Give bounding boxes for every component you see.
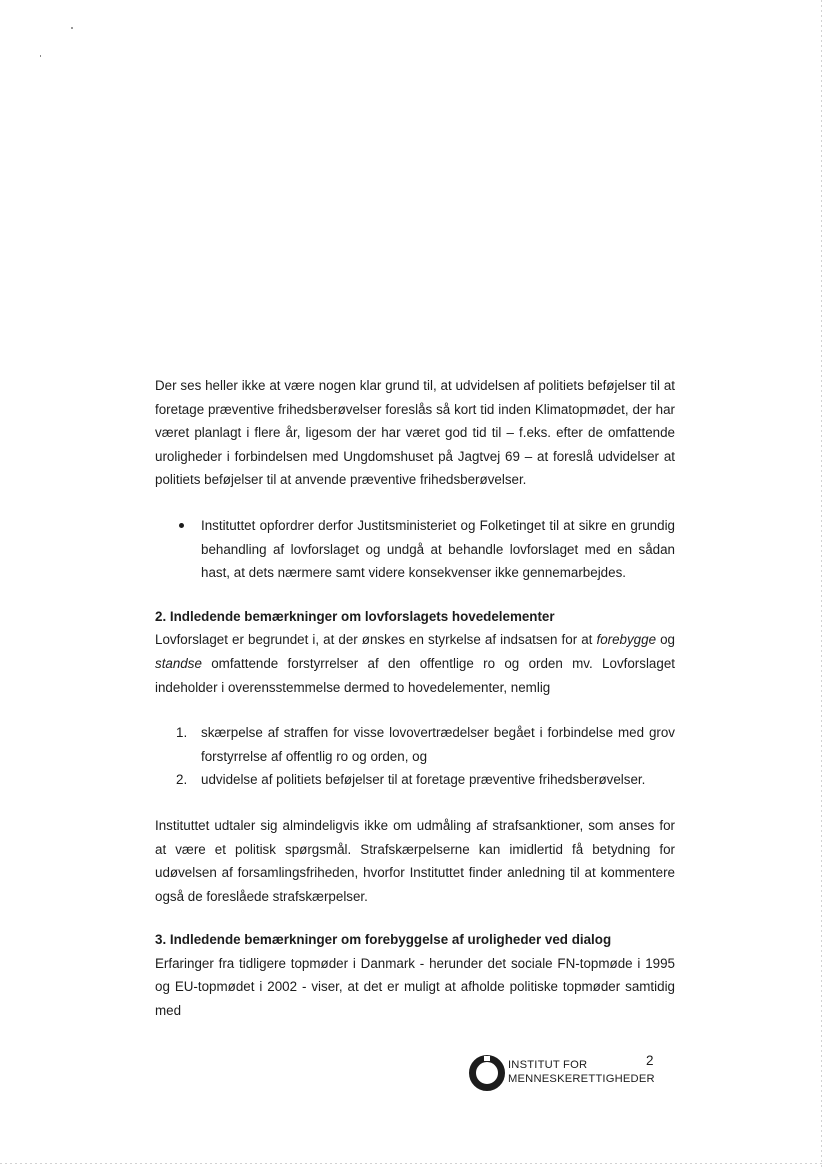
scan-speck <box>71 27 73 29</box>
paragraph-intro: Der ses heller ikke at være nogen klar grund til, at udvidelsen af politiets beføjelser til at foretage præventive frihedsberøvelser foreslås så kort tid inden Klimatopmødet, der har været planlagt i flere år, ligesom der har været god tid til – f.eks. efter de omfattende uroligheder i forbindelsen med Ungdomshuset på Jagtvej 69 – at foreslå udvidelser at politiets beføjelser til at anvende præventive frihedsberøvelser. <box>155 378 675 488</box>
institute-name-line1: INSTITUT FOR <box>508 1059 588 1071</box>
paragraph-experience: Erfaringer fra tidligere topmøder i Danmark - herunder det sociale FN-topmøde i 1995 og EU-topmødet i 2002 - viser, at det er muligt at afholde politiske topmøder samtidig med <box>155 955 675 1019</box>
text-run: omfattende forstyrrelser af den offentlige ro og orden mv. Lovforslaget indeholder i overensstemmelse dermed to hovedelementer, nemlig <box>155 655 675 695</box>
list-item-text: udvidelse af politiets beføjelser til at foretage præventive frihedsberøvelser. <box>201 772 646 788</box>
list-number: 2. <box>176 772 188 788</box>
institute-name <box>508 1058 655 1086</box>
list-item <box>155 768 675 792</box>
paragraph-main-elements <box>155 628 675 699</box>
emphasis-standse: standse <box>155 655 202 671</box>
page-number: 2 <box>646 1053 654 1068</box>
document-body <box>155 374 675 1023</box>
list-item <box>155 721 675 768</box>
list-item-text: skærpelse af straffen for visse lovovertrædelser begået i forbindelse med grov forstyrrelse af offentlig ro og orden, og <box>201 725 675 764</box>
institute-logo-icon <box>467 1054 507 1092</box>
bullet-icon <box>179 523 184 528</box>
recommendation-list <box>155 514 675 585</box>
section-heading-2: 2. Indledende bemærkninger om lovforslagets hovedelementer <box>155 608 555 624</box>
list-item <box>155 514 675 585</box>
scan-speck <box>40 55 41 57</box>
emphasis-forebygge: forebygge <box>596 632 657 648</box>
recommendation-text: Instituttet opfordrer derfor Justitsministeriet og Folketinget til at sikre en grundig behandling af lovforslaget og undgå at behandle lovforslaget med en sådan hast, at dets nærmere samt videre konsekvenser ikke gennemarbejdes. <box>201 517 675 581</box>
list-number: 1. <box>176 725 188 741</box>
section-heading-3: 3. Indledende bemærkninger om forebyggelse af uroligheder ved dialog <box>155 932 612 948</box>
main-elements-list <box>155 721 675 792</box>
page-edge-right <box>821 0 822 1168</box>
institute-name-line2: MENNESKERETTIGHEDER <box>508 1073 655 1085</box>
page-edge-bottom <box>0 1163 825 1164</box>
paragraph-sanctions: Instituttet udtaler sig almindeligvis ikke om udmåling af strafsanktioner, som anses for at være et politisk spørgsmål. Strafskærpelserne kan imidlertid få betydning for udøvelsen af forsamlingsfriheden, hvorfor Instituttet finder anledning til at kommentere også de foreslåede strafskærpelser. <box>155 817 675 904</box>
text-run: og <box>656 632 675 648</box>
text-run: Lovforslaget er begrundet i, at der ønskes en styrkelse af indsatsen for at <box>155 632 597 648</box>
